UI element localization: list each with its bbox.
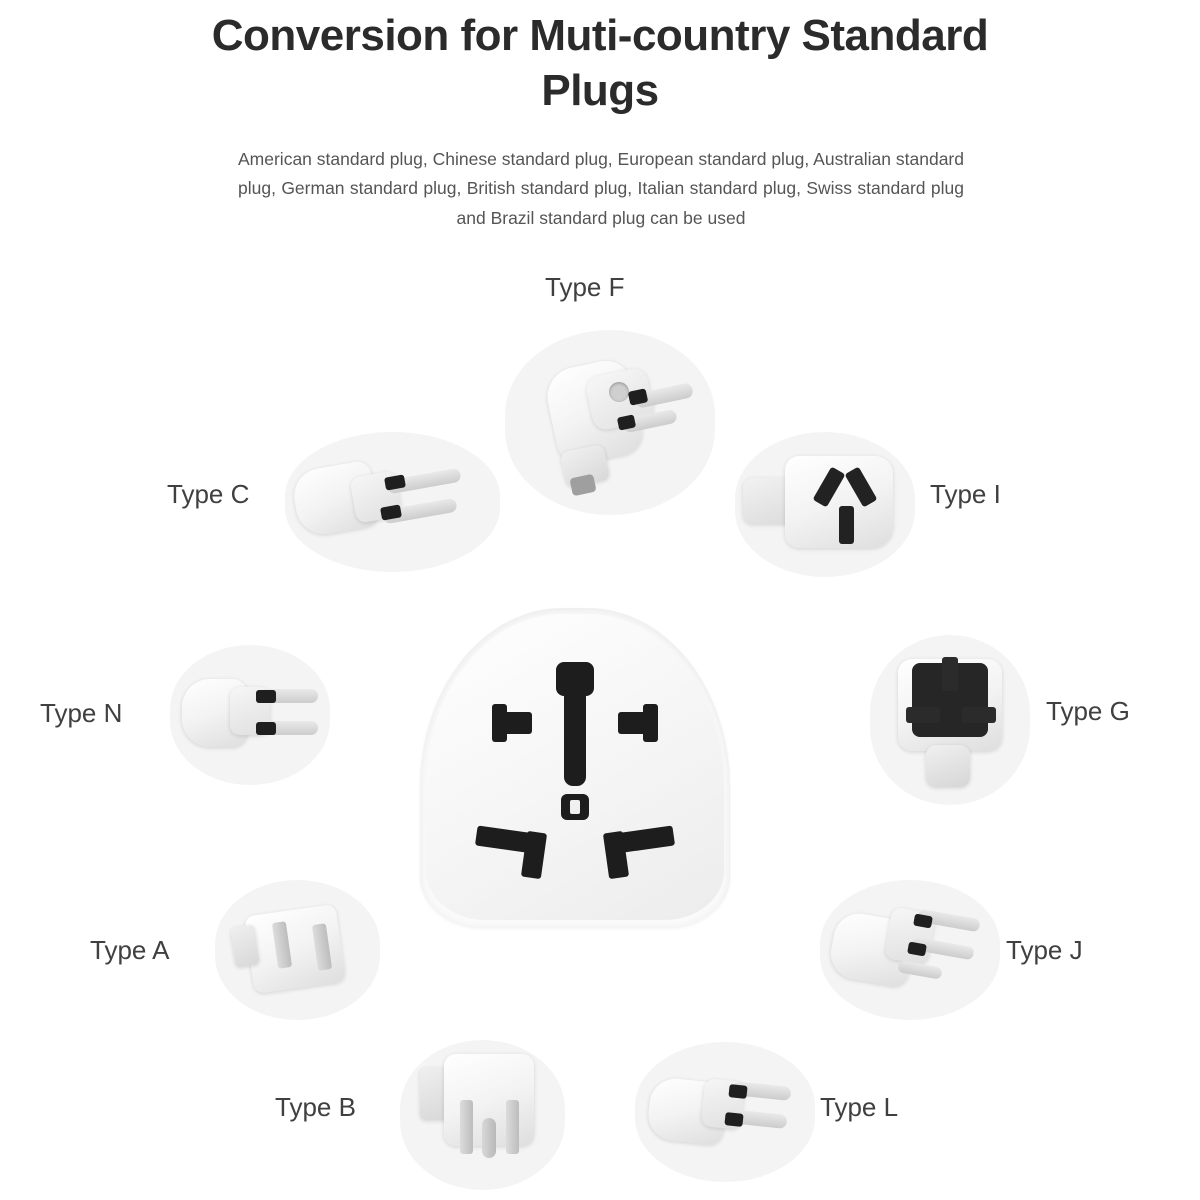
plug-image-type-n	[170, 645, 330, 785]
plug-image-type-g	[870, 635, 1030, 805]
plug-image-type-l	[635, 1042, 815, 1182]
label-type-f: Type F	[545, 272, 625, 302]
plug-image-type-f	[505, 330, 715, 515]
label-type-a: Type A	[90, 935, 170, 965]
plug-image-type-a	[215, 880, 380, 1020]
label-type-n: Type N	[40, 698, 123, 728]
plug-image-type-i	[735, 432, 915, 577]
socket-slot-center	[564, 666, 586, 786]
page-subtitle: American standard plug, Chinese standard plug, European standard plug, Australian standard plug, German standard plug, British standard plug, Italian standard plug, Swiss standard plug and Brazil standard plug can be used	[238, 149, 964, 228]
plug-image-type-b	[400, 1040, 565, 1190]
universal-socket	[420, 608, 730, 928]
plug-image-type-c	[285, 432, 500, 572]
label-type-l: Type L	[820, 1092, 899, 1122]
plug-image-type-j	[820, 880, 1000, 1020]
label-type-b: Type B	[275, 1092, 356, 1122]
label-type-g: Type G	[1046, 696, 1130, 726]
label-type-c: Type C	[167, 479, 250, 509]
socket-slot-left	[492, 712, 532, 734]
label-type-j: Type J	[1006, 935, 1083, 965]
page-title: Conversion for Muti-country Standard Plugs	[211, 11, 989, 115]
socket-slot-right	[618, 712, 658, 734]
label-type-i: Type I	[930, 479, 1001, 509]
socket-slot-ground	[561, 794, 589, 820]
